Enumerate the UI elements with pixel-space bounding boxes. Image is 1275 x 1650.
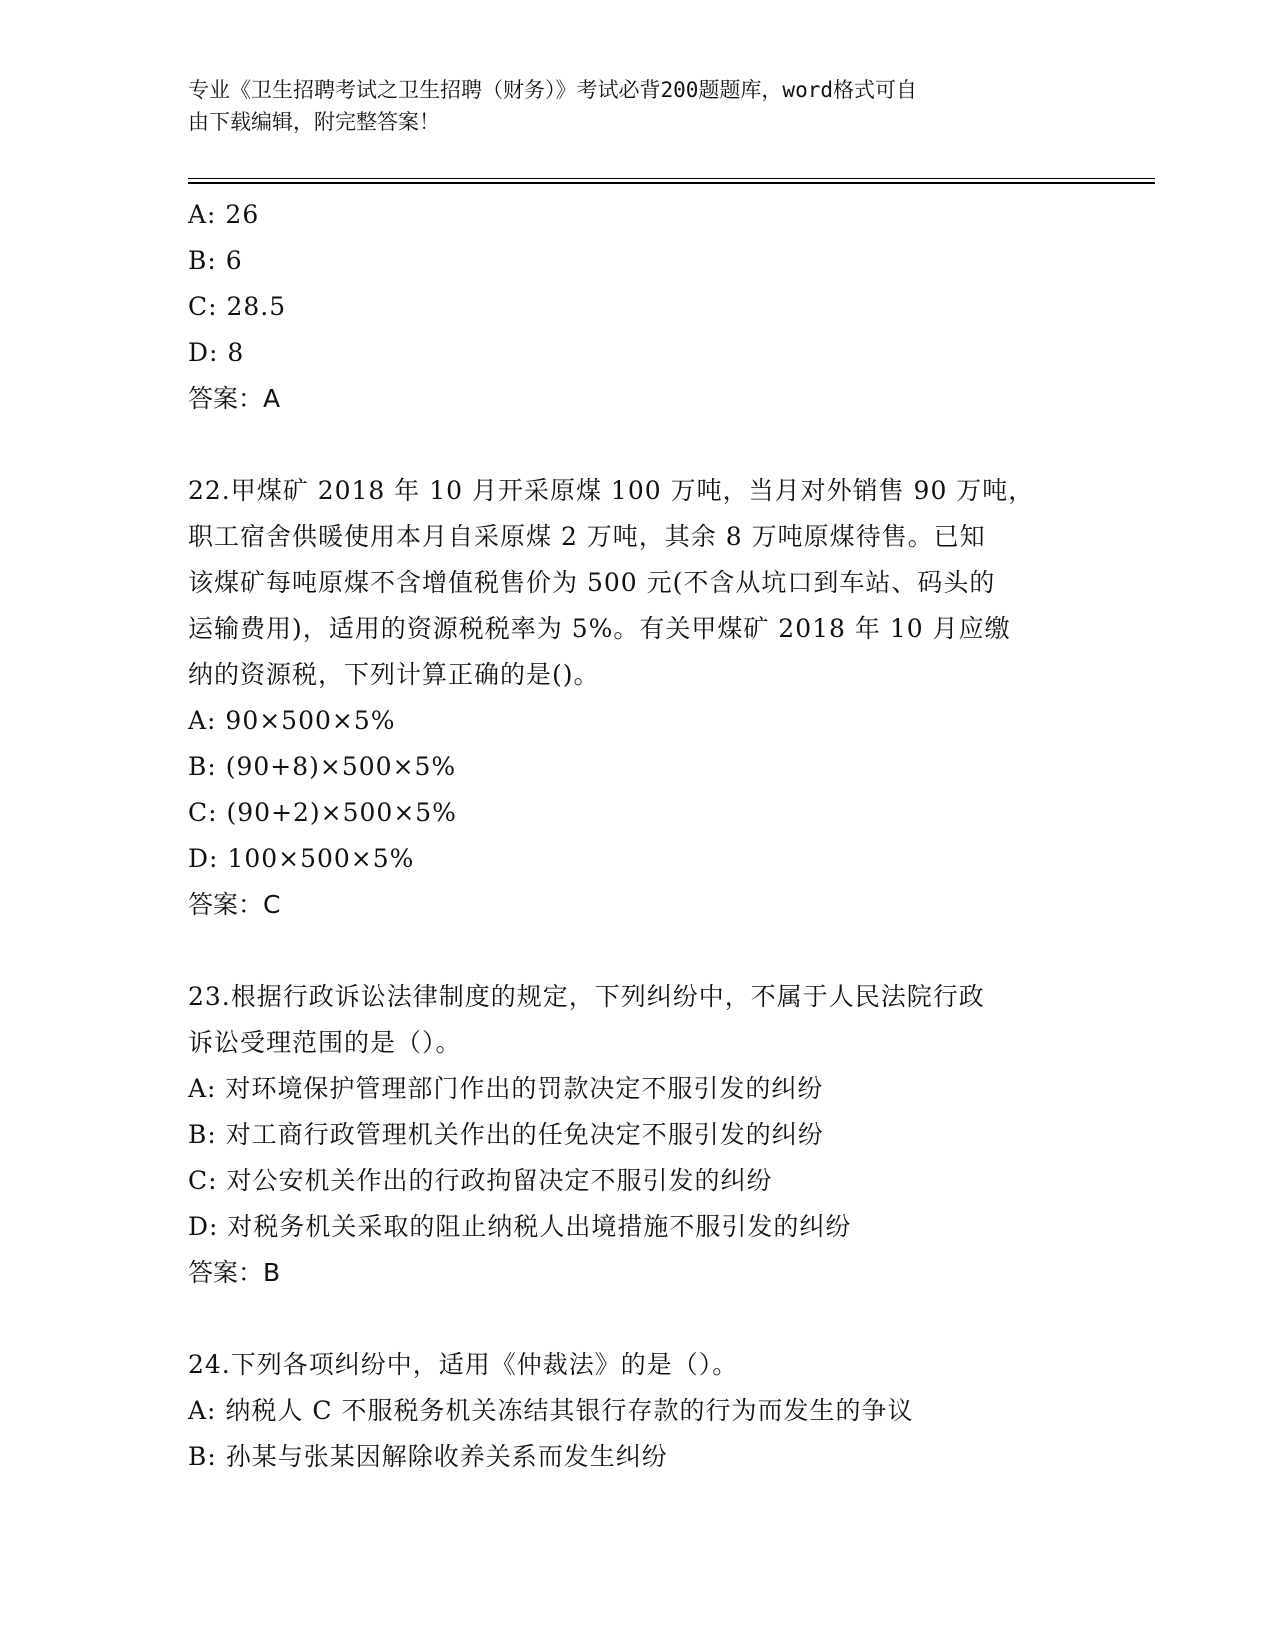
question-spacer — [188, 1296, 1088, 1342]
q22-stem-line-3: 该煤矿每吨原煤不含增值税售价为 500 元(不含从坑口到车站、码头的 — [188, 568, 996, 597]
header-title-line-2: 由下载编辑，附完整答案！ — [188, 110, 440, 134]
q21-option-c: C: 28.5 — [188, 292, 287, 321]
q22-option-c: C: (90+2)×500×5% — [188, 798, 457, 827]
question-24 — [188, 1342, 1088, 1480]
document-header — [188, 74, 1068, 138]
q23-option-d: D: 对税务机关采取的阻止纳税人出境措施不服引发的纠纷 — [188, 1212, 852, 1241]
header-divider-thin — [188, 178, 1155, 179]
q22-stem-line-2: 职工宿舍供暖使用本月自采原煤 2 万吨，其余 8 万吨原煤待售。已知 — [188, 522, 986, 551]
q22-stem-line-4: 运输费用)，适用的资源税税率为 5%。有关甲煤矿 2018 年 10 月应缴 — [188, 614, 1011, 643]
q23-stem-line-1: 23.根据行政诉讼法律制度的规定，下列纠纷中，不属于人民法院行政 — [188, 982, 985, 1011]
q23-stem-line-2: 诉讼受理范围的是（）。 — [188, 1028, 462, 1057]
header-divider-thick — [188, 182, 1155, 184]
q23-option-b: B: 对工商行政管理机关作出的任免决定不服引发的纠纷 — [188, 1120, 824, 1149]
q22-option-d: D: 100×500×5% — [188, 844, 415, 873]
question-22 — [188, 468, 1088, 928]
header-title-line-1: 专业《卫生招聘考试之卫生招聘（财务）》考试必背200题题库，word格式可自 — [188, 78, 917, 102]
q24-option-b: B: 孙某与张某因解除收养关系而发生纠纷 — [188, 1442, 668, 1471]
q23-answer: 答案：B — [188, 1258, 281, 1287]
q24-option-a: A: 纳税人 C 不服税务机关冻结其银行存款的行为而发生的争议 — [188, 1396, 914, 1425]
q21-option-b: B: 6 — [188, 246, 243, 275]
question-21 — [188, 192, 1088, 422]
question-spacer — [188, 422, 1088, 468]
q22-answer: 答案：C — [188, 890, 281, 919]
q23-option-c: C: 对公安机关作出的行政拘留决定不服引发的纠纷 — [188, 1166, 773, 1195]
q23-option-a: A: 对环境保护管理部门作出的罚款决定不服引发的纠纷 — [188, 1074, 824, 1103]
q21-answer: 答案：A — [188, 384, 281, 413]
q22-option-b: B: (90+8)×500×5% — [188, 752, 457, 781]
q21-option-a: A: 26 — [188, 200, 260, 229]
question-spacer — [188, 928, 1088, 974]
q24-stem-line-1: 24.下列各项纠纷中，适用《仲裁法》的是（）。 — [188, 1350, 739, 1379]
document-body — [188, 192, 1088, 1480]
q21-option-d: D: 8 — [188, 338, 245, 367]
q22-stem-line-1: 22.甲煤矿 2018 年 10 月开采原煤 100 万吨，当月对外销售 90 万吨， — [188, 476, 1035, 505]
q22-option-a: A: 90×500×5% — [188, 706, 396, 735]
q22-stem-line-5: 纳的资源税，下列计算正确的是()。 — [188, 660, 600, 689]
question-23 — [188, 974, 1088, 1296]
